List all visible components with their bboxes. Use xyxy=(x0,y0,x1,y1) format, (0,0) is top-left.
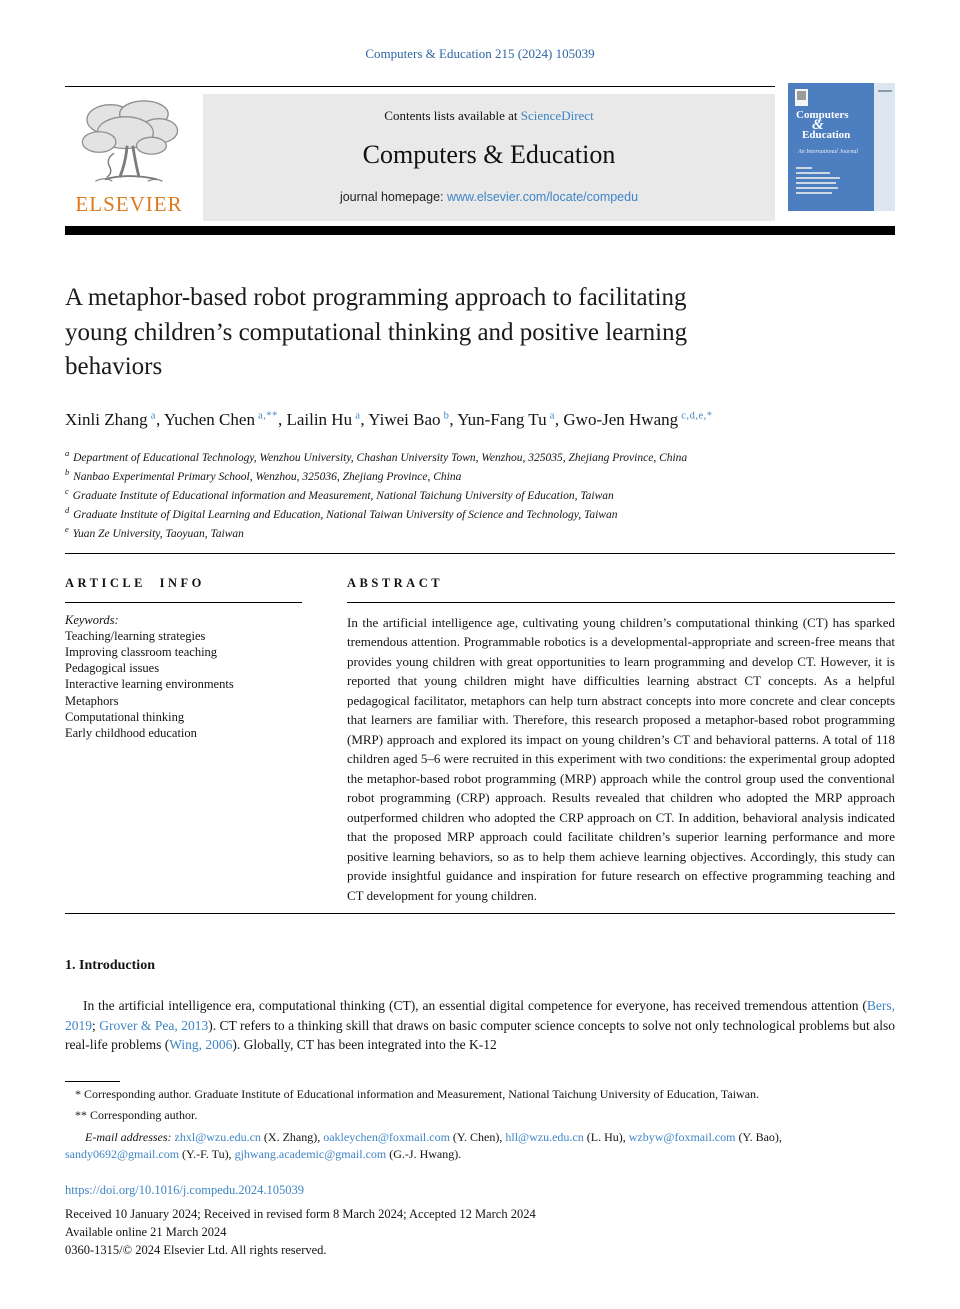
cover-side-strip xyxy=(874,83,895,211)
article-info-heading: ARTICLE INFO xyxy=(65,576,302,603)
info-abstract-columns xyxy=(65,576,895,915)
text-run: (Y. Bao), xyxy=(735,1129,782,1144)
cover-title-line2: Education xyxy=(802,129,851,141)
text-run: c,d,e,* xyxy=(678,409,713,421)
doi-link[interactable]: https://doi.org/10.1016/j.compedu.2024.105039 xyxy=(65,1183,305,1198)
journal-masthead-box xyxy=(203,94,775,221)
keyword-item: Computational thinking xyxy=(65,709,185,724)
journal-citation-link[interactable]: Computers & Education 215 (2024) 105039 xyxy=(365,46,595,61)
affiliation-text: Graduate Institute of Educational information and Measurement, National Taichung University of Education, Taiwan xyxy=(72,489,614,502)
keywords-label: Keywords: xyxy=(65,612,119,627)
homepage-link[interactable]: www.elsevier.com/locate/compedu xyxy=(446,190,639,204)
affiliation-text: Graduate Institute of Digital Learning and Education, National Taiwan University of Science and Technology, Taiwan xyxy=(73,509,618,522)
affiliation-sup: d xyxy=(65,505,70,516)
text-run: (Y. Chen), xyxy=(449,1129,506,1144)
affiliation-line xyxy=(65,466,895,485)
article-title: A metaphor-based robot programming approach to facilitating young children’s computational thinking and positive learning behaviors xyxy=(65,284,688,380)
text-run: (Y.-F. Tu), xyxy=(179,1146,235,1161)
text-run: (L. Hu), xyxy=(583,1129,629,1144)
contents-prefix: Contents lists available at xyxy=(384,108,521,123)
journal-header-band xyxy=(65,86,895,221)
affiliation-line xyxy=(65,523,895,542)
affiliation-line xyxy=(65,447,895,466)
text-run: , Yuchen Chen xyxy=(155,409,255,429)
keyword-item: Teaching/learning strategies xyxy=(65,628,206,643)
elsevier-tree-icon xyxy=(73,94,185,190)
header-divider-bar xyxy=(65,226,895,235)
text-run: Xinli Zhang xyxy=(65,409,148,429)
text-run: a,** xyxy=(254,409,278,421)
text-run: a xyxy=(147,409,156,421)
cover-issue-text xyxy=(878,90,892,92)
affiliation-line xyxy=(65,504,895,523)
affiliation-text: Department of Educational Technology, Wenzhou University, Chashan University Town, Wenzhou, 325035, Zhejiang Province, China xyxy=(73,451,688,464)
email-link[interactable]: oakleychen@foxmail.com xyxy=(323,1129,450,1144)
text-run: , Yiwei Bao xyxy=(360,409,441,429)
abstract-heading: ABSTRACT xyxy=(347,576,895,603)
keyword-item: Pedagogical issues xyxy=(65,661,160,676)
affiliation-sup: c xyxy=(65,486,69,497)
section-rule xyxy=(65,553,895,554)
publication-details xyxy=(65,1181,895,1259)
emails-label: E-mail addresses: xyxy=(85,1129,175,1144)
homepage-line xyxy=(211,190,767,204)
keyword-item: Improving classroom teaching xyxy=(65,644,218,659)
text-run: , Lailin Hu xyxy=(277,409,353,429)
email-link[interactable]: gjhwang.academic@gmail.com xyxy=(234,1146,387,1161)
introduction-paragraph xyxy=(65,996,895,1055)
cover-publisher-logo xyxy=(795,89,808,106)
affiliation-sup: b xyxy=(65,467,70,477)
keyword-item: Metaphors xyxy=(65,693,119,708)
text-run: (X. Zhang), xyxy=(260,1129,324,1144)
citation-link[interactable]: Grover & Pea, 2013 xyxy=(99,1017,209,1033)
contents-line xyxy=(211,108,767,124)
journal-cover-thumbnail xyxy=(788,83,895,211)
affiliation-text: Nanbao Experimental Primary School, Wenzhou, 325036, Zhejiang Province, China xyxy=(73,470,462,483)
text-run: ). Globally, CT has been integrated into the K-12 xyxy=(232,1037,497,1053)
text-run: In the artificial intelligence era, computational thinking (CT), an essential digital competence for everyone, has received tremendous attention ( xyxy=(83,998,867,1014)
cover-title-line1: Computers xyxy=(796,109,849,121)
footnote-rule xyxy=(65,1081,120,1082)
corresponding-author-footnote-1: * Corresponding author. Graduate Institute of Educational information and Measurement, National Taichung University of Education, Taiwan. xyxy=(75,1086,760,1101)
author-list xyxy=(65,407,735,433)
email-link[interactable]: zhxl@wzu.edu.cn xyxy=(174,1129,261,1144)
citation-link[interactable]: Wing, 2006 xyxy=(169,1037,233,1053)
article-info-column xyxy=(65,576,302,906)
elsevier-wordmark: ELSEVIER xyxy=(75,192,183,216)
sciencedirect-link[interactable]: ScienceDirect xyxy=(520,108,594,123)
text-run: ; xyxy=(92,1017,100,1033)
email-link[interactable]: wzbyw@foxmail.com xyxy=(628,1129,736,1144)
abstract-text: In the artificial intelligence age, cultivating young children’s computational thinking (CT) has sparked tremendous attention. Programmable robotics is a developmental-appropriate and screen-free means that provides young children with great opportunities to learn programming and develop CT. However, it is reported that young children might have difficulties learning abstract CT concepts. As a helpful pedagogical facilitator, metaphors can help turn abstract concepts into more concrete and clear concepts that learners are familiar with. Therefore, this research proposed a metaphor-based robot programming (MRP) approach and explored its impact on young children’s CT and behavioral patterns. A total of 118 children aged 5–6 were recruited in this experiment with two conditions: the experimental group adopted the metaphor-based robot programming (MRP) approach while the control group used the conventional robot programming (CRP) approach. Results revealed that children who adopted the MRP approach outperformed children who adopted the CRP approach on CT. In addition, behavioral analysis indicated that the proposed MRP approach could facilitate children’s superior learning performance and more positive learning behaviors, so as to help them achieve learning objectives. Accordingly, this study can provide insightful guidance and inspiration for future research on effective programming teaching and CT development for young children. xyxy=(347,614,895,903)
copyright-line: 0360-1315/© 2024 Elsevier Ltd. All rights reserved. xyxy=(65,1242,327,1257)
text-run: b xyxy=(440,409,450,421)
cover-editors-text xyxy=(796,167,840,197)
text-run: a xyxy=(546,409,555,421)
citation-link[interactable]: Bers, 2019 xyxy=(65,998,895,1033)
affiliation-sup: e xyxy=(65,524,69,535)
affiliation-text: Yuan Ze University, Taoyuan, Taiwan xyxy=(72,528,244,541)
email-link[interactable]: hll@wzu.edu.cn xyxy=(505,1129,584,1144)
introduction-heading: 1. Introduction xyxy=(65,958,155,974)
email-link[interactable]: sandy0692@gmail.com xyxy=(65,1146,180,1161)
available-online-line: Available online 21 March 2024 xyxy=(65,1224,227,1239)
email-addresses-footnote xyxy=(65,1129,895,1164)
abstract-column xyxy=(347,576,895,906)
text-run: , Yun-Fang Tu xyxy=(449,409,547,429)
affiliation-sup: a xyxy=(65,447,70,458)
header-left xyxy=(65,86,775,221)
corresponding-author-footnote-2: ** Corresponding author. xyxy=(75,1108,198,1123)
homepage-prefix: journal homepage: xyxy=(339,190,447,204)
cover-subtitle: An International Journal xyxy=(798,149,858,155)
keyword-item: Interactive learning environments xyxy=(65,677,234,692)
journal-title: Computers & Education xyxy=(362,140,616,169)
text-run: a xyxy=(352,409,361,421)
affiliations xyxy=(65,447,895,543)
elsevier-logo xyxy=(65,94,193,221)
keyword-item: Early childhood education xyxy=(65,726,197,741)
cover-ampersand: & xyxy=(812,117,824,133)
text-run: (G.-J. Hwang). xyxy=(386,1146,462,1161)
text-run: ). CT refers to a thinking skill that draws on basic computer science concepts to solve not only technological problems but also real-life problems ( xyxy=(65,1017,896,1053)
received-dates-line: Received 10 January 2024; Received in revised form 8 March 2024; Accepted 12 March 2024 xyxy=(65,1206,536,1221)
affiliation-line xyxy=(65,485,895,504)
text-run: , Gwo-Jen Hwang xyxy=(554,409,679,429)
